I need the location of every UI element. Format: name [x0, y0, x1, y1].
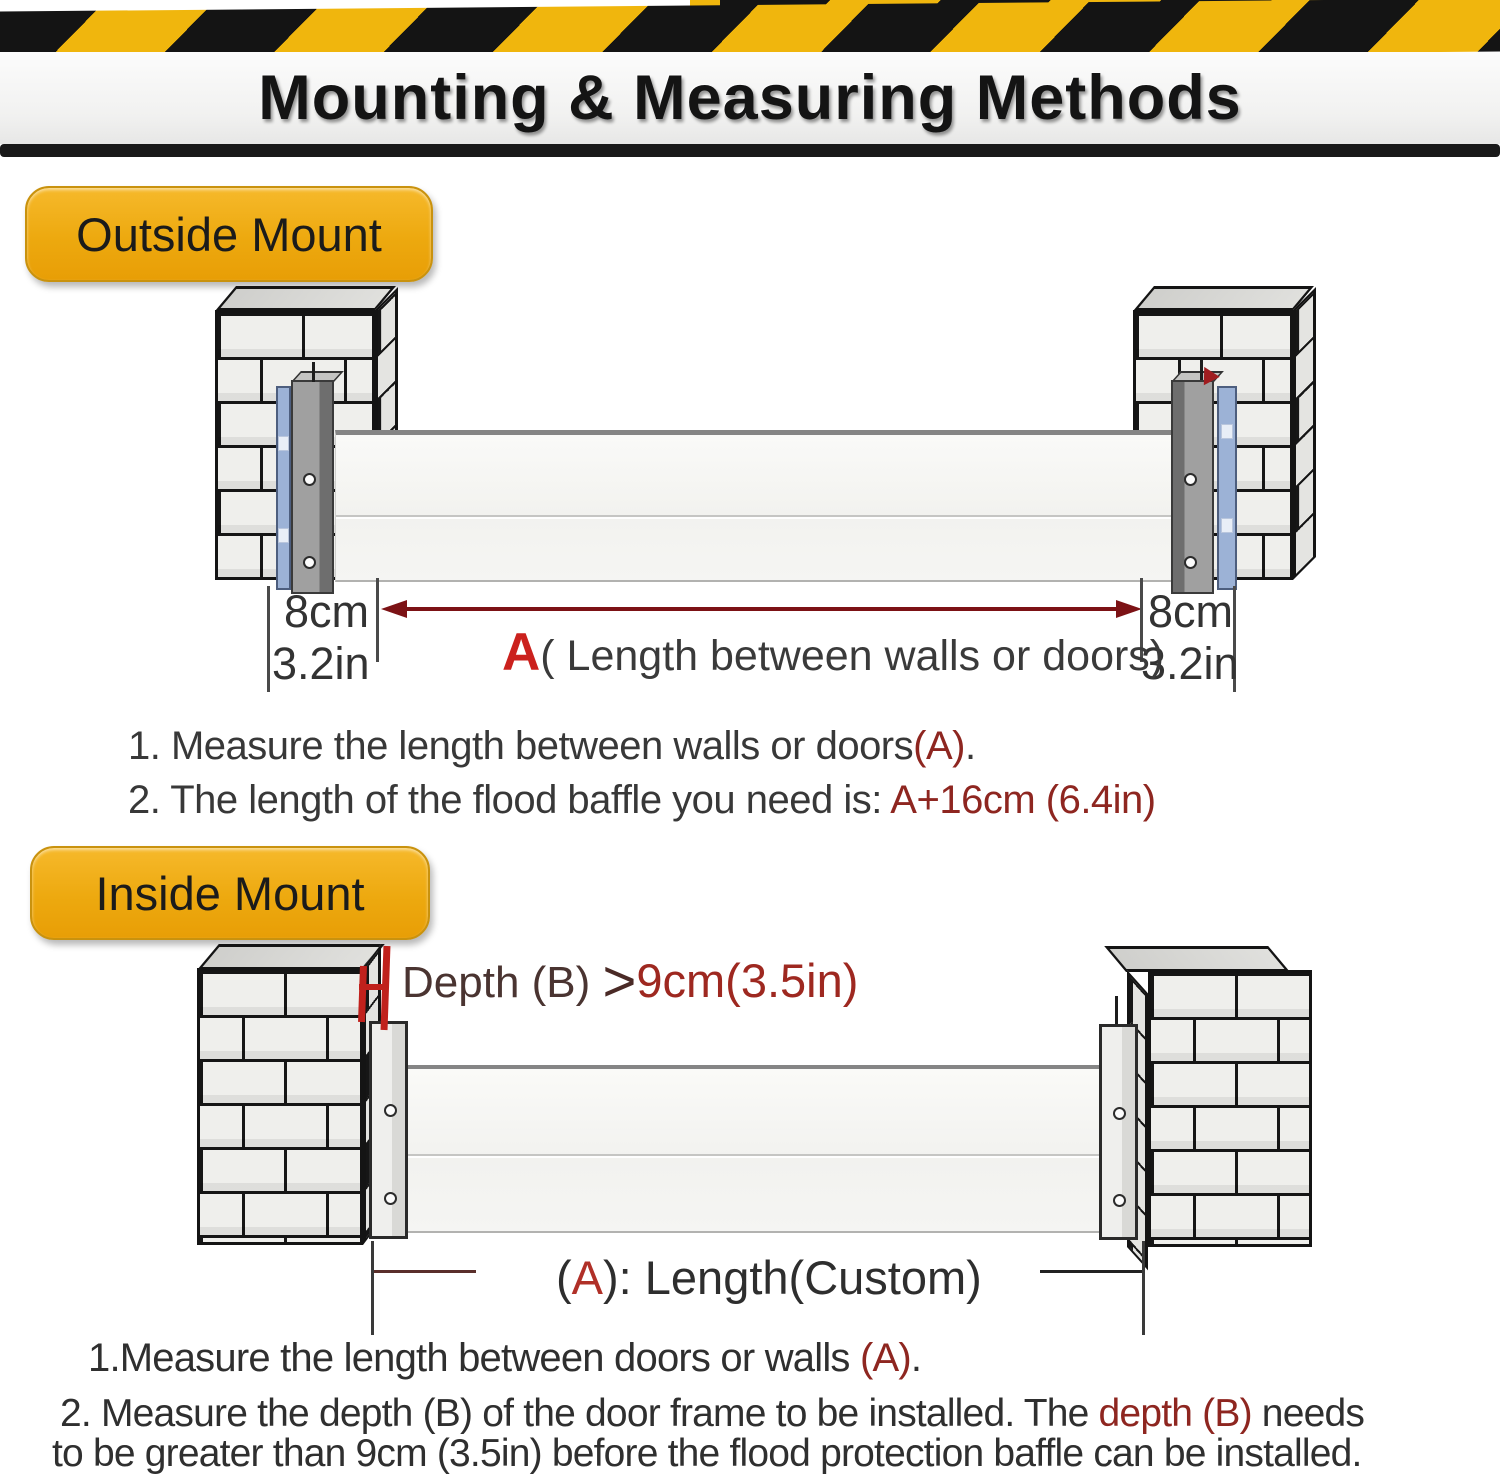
- outside-barrier-seam: [336, 515, 1172, 517]
- inside-step-1-text: 1.Measure the length between doors or walls: [88, 1336, 860, 1380]
- outside-right-pillar-side: [1293, 287, 1316, 580]
- outside-right-offset-cm: 8cm: [1148, 586, 1234, 637]
- header-divider: [0, 144, 1500, 157]
- depth-label-text: Depth (B): [402, 958, 603, 1007]
- inside-left-pillar-front: [197, 968, 363, 1245]
- inside-right-anchor-pin: [1115, 996, 1118, 1024]
- right-arrowhead-icon: [1116, 600, 1142, 618]
- inside-step-1: [88, 1336, 921, 1381]
- outside-left-bolt-hole-2: [303, 556, 316, 569]
- outside-right-bolt-hole-1: [1184, 473, 1197, 486]
- inside-left-channel: [369, 1021, 408, 1239]
- outside-dim-outer-left-line: [267, 586, 270, 692]
- outside-step-2-red: A+16cm (6.4in): [890, 778, 1156, 822]
- outside-dim-arrow-line: [404, 607, 1122, 611]
- outside-left-seal-slot-1: [278, 436, 289, 451]
- outside-step-1-end: .: [964, 724, 976, 768]
- inside-mount-badge-label: Inside Mount: [95, 866, 365, 920]
- outside-right-pillar-top: [1133, 286, 1314, 311]
- inside-dim-left-line: [371, 1241, 374, 1335]
- inside-left-pillar-top: [197, 944, 385, 970]
- outside-span-label: [502, 622, 1164, 683]
- outside-step-1-red: (A): [913, 724, 965, 768]
- inside-length-open: (: [556, 1251, 572, 1304]
- inside-right-bolt-hole-2: [1113, 1194, 1126, 1207]
- inside-length-rest: ): Length(Custom): [603, 1251, 982, 1304]
- inside-barrier-seam: [404, 1154, 1104, 1156]
- inside-left-bolt-hole-1: [384, 1104, 397, 1117]
- outside-left-seal-slot-2: [278, 528, 289, 543]
- inside-dim-right-segment: [1040, 1270, 1142, 1273]
- outside-left-offset-in: 3.2in: [272, 638, 370, 689]
- inside-mount-badge: [30, 846, 430, 940]
- outside-span-label-rest: ( Length between walls or doors): [540, 632, 1165, 680]
- inside-length-label: [556, 1250, 982, 1305]
- outside-right-seal-strip: [1217, 386, 1237, 590]
- depth-indicator-crossbar: [359, 984, 388, 990]
- inside-step-2-line-2: to be greater than 9cm (3.5in) before the flood protection baffle can be installed.: [52, 1432, 1362, 1475]
- inside-right-bolt-hole-1: [1113, 1107, 1126, 1120]
- inside-step-2-red: depth (B): [1098, 1392, 1252, 1435]
- outside-left-seal-strip: [276, 386, 291, 590]
- depth-label: [402, 948, 858, 1015]
- outside-right-seal-slot-2: [1221, 518, 1233, 533]
- outside-right-offset-in: 3.2in: [1141, 638, 1239, 689]
- inside-right-pillar-front: [1148, 970, 1312, 1247]
- inside-step-2-text: 2. Measure the depth (B) of the door frame to be installed. The: [60, 1392, 1099, 1435]
- title-band: [0, 52, 1500, 144]
- outside-left-pillar-top: [215, 286, 396, 311]
- outside-right-seal-slot-1: [1221, 424, 1233, 439]
- depth-label-value: 9cm(3.5in): [636, 954, 859, 1007]
- outside-left-anchor-pin: [312, 362, 315, 382]
- outside-left-bolt-hole-1: [303, 473, 316, 486]
- outside-span-label-a: A: [502, 623, 541, 682]
- greater-than-symbol: >: [602, 949, 637, 1014]
- outside-step-1-text: 1. Measure the length between walls or doors: [128, 724, 914, 768]
- inside-step-2-end: needs: [1251, 1392, 1365, 1435]
- outside-step-1: [128, 724, 976, 769]
- inside-right-channel: [1099, 1024, 1138, 1240]
- outside-step-2-text: 2. The length of the flood baffle you need is:: [128, 778, 891, 822]
- outside-mount-badge-label: Outside Mount: [76, 207, 382, 261]
- inside-dim-left-segment: [374, 1270, 476, 1273]
- outside-left-offset-cm: 8cm: [284, 586, 370, 637]
- outside-right-bolt-hole-2: [1184, 556, 1197, 569]
- outside-dim-inner-left-tick: [376, 578, 379, 662]
- outside-barrier-panel: [335, 430, 1173, 582]
- page-title: Mounting & Measuring Methods: [258, 63, 1242, 133]
- inside-step-1-red: (A): [859, 1336, 911, 1380]
- inside-left-bolt-hole-2: [384, 1192, 397, 1205]
- outside-mount-badge: [25, 186, 433, 282]
- inside-step-1-end: .: [910, 1336, 922, 1380]
- inside-dim-right-line: [1142, 1241, 1145, 1335]
- outside-step-2: [128, 778, 1156, 823]
- inside-right-pillar-top: [1104, 946, 1290, 972]
- inside-step-2-line-1: [60, 1392, 1364, 1436]
- inside-barrier-panel: [403, 1065, 1105, 1233]
- inside-length-a: A: [571, 1251, 604, 1304]
